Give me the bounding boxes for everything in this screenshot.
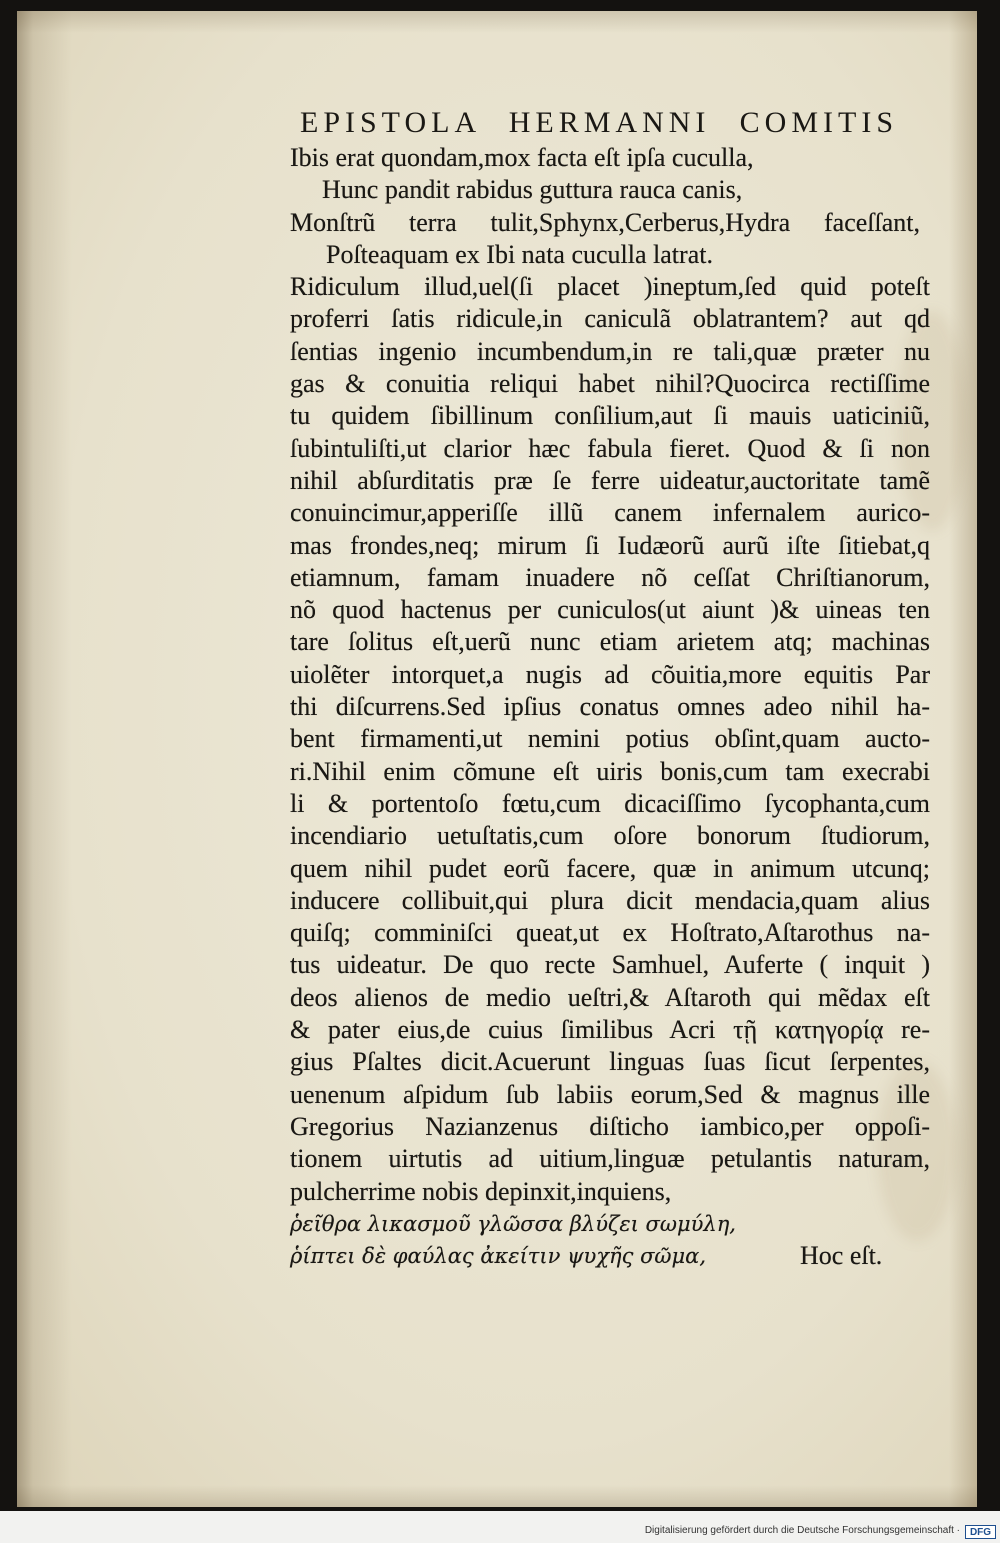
greek-verse-text: ῥίπτει δὲ φαύλας ἀκείτιν ψυχῆς σῶμα, bbox=[290, 1244, 707, 1269]
text-line: gius Pſaltes dicit.Acuerunt linguas ſuas ſicut ſerpentes, bbox=[290, 1047, 930, 1077]
text-line: gas & conuitia reliqui habet nihil?Quocirca rectiſſime bbox=[290, 369, 930, 399]
text-line: Gregorius Nazianzenus diſticho iambico,per oppoſi- bbox=[290, 1111, 930, 1141]
greek-verse-line: ῥεῖθρα λικασμοῦ γλῶσσα βλύζει σωμύλη, bbox=[290, 1211, 736, 1236]
text-line: ſentias ingenio incumbendum,in re tali,quæ præter nu bbox=[290, 336, 930, 366]
text-line: uiolẽter intorquet,a nugis ad cõuitia,more equitis Par bbox=[290, 659, 930, 689]
text-line: thi diſcurrens.Sed ipſius conatus omnes adeo nihil ha- bbox=[290, 692, 930, 722]
text-line: tare ſolitus eſt,uerũ nunc etiam arietem atq; machinas bbox=[290, 627, 930, 657]
text-line: inducere collibuit,qui plura dicit mendacia,quam alius bbox=[290, 885, 930, 915]
text-line: tus uideatur. De quo recte Samhuel, Auferte ( inquit ) bbox=[290, 950, 930, 980]
text-line: nõ quod hactenus per cuniculos(ut aiunt )& uineas ten bbox=[290, 595, 930, 625]
text-line: mas frondes,neq; mirum ſi Iudæorũ aurũ iſte ſitiebat,q bbox=[290, 530, 930, 560]
verse-line: Monſtrũ terra tulit,Sphynx,Cerberus,Hydra faceſſant, bbox=[290, 207, 920, 237]
book-page bbox=[17, 11, 977, 1507]
text-line: Ridiculum illud,uel(ſi placet )ineptum,ſed quid poteſt bbox=[290, 272, 930, 302]
footer-credit: Digitalisierung gefördert durch die Deutsche Forschungsgemeinschaft · bbox=[644, 1525, 960, 1536]
text-line: conuincimur,apperiſſe illũ canem infernalem aurico- bbox=[290, 498, 930, 528]
text-line: etiamnum, famam inuadere nõ ceſſat Chriſtianorum, bbox=[290, 562, 930, 592]
text-line: ri.Nihil enim cõmune eſt uiris bonis,cum tam execrabi bbox=[290, 756, 930, 786]
text-line: quiſq; comminiſci queat,ut ex Hoſtrato,Aſtarothus na- bbox=[290, 918, 930, 948]
text-line: pulcherrime nobis depinxit,inquiens, bbox=[290, 1176, 672, 1206]
text-line: tu quidem ſibillinum conſilium,aut ſi mauis uaticiniũ, bbox=[290, 401, 930, 431]
verse-line: Poſteaquam ex Ibi nata cuculla latrat. bbox=[326, 239, 713, 269]
text-line: & pater eius,de cuius ſimilibus Acri τῇ κατηγορίᾳ re- bbox=[290, 1015, 930, 1045]
running-head: EPISTOLA HERMANNI COMITIS bbox=[300, 106, 898, 139]
digitization-footer bbox=[0, 1511, 1000, 1543]
text-line: deos alienos de medio ueſtri,& Aſtaroth qui mẽdax eſt bbox=[290, 982, 930, 1012]
text-line: li & portentoſo fœtu,cum dicaciſſimo ſycophanta,cum bbox=[290, 788, 930, 818]
text-line: quem nihil pudet eorũ facere, quæ in animum utcunq; bbox=[290, 853, 930, 883]
greek-verse-line bbox=[290, 1240, 930, 1272]
verse-line: Hunc pandit rabidus guttura rauca canis, bbox=[322, 175, 743, 205]
verse-line: Ibis erat quondam,mox facta eſt ipſa cuculla, bbox=[290, 143, 754, 172]
text-block bbox=[290, 142, 930, 1272]
dfg-logo: DFG bbox=[965, 1525, 996, 1539]
text-line: nihil abſurditatis præ ſe ferre uideatur,auctoritate tamẽ bbox=[290, 465, 930, 495]
text-line: incendiario uetuſtatis,cum oſore bonorum ſtudiorum, bbox=[290, 821, 930, 851]
text-line: proferri ſatis ridicule,in caniculã oblatrantem? aut qd bbox=[290, 304, 930, 334]
text-line: tionem uirtutis ad uitium,linguæ petulantis naturam, bbox=[290, 1144, 930, 1174]
text-line: bent firmamenti,ut nemini potius obſint,quam aucto- bbox=[290, 724, 930, 754]
text-line: ſubintuliſti,ut clarior hæc fabula fieret. Quod & ſi non bbox=[290, 433, 930, 463]
text-line: uenenum aſpidum ſub labiis eorum,Sed & magnus ille bbox=[290, 1079, 930, 1109]
hoc-est-label: Hoc eſt. bbox=[800, 1241, 883, 1271]
